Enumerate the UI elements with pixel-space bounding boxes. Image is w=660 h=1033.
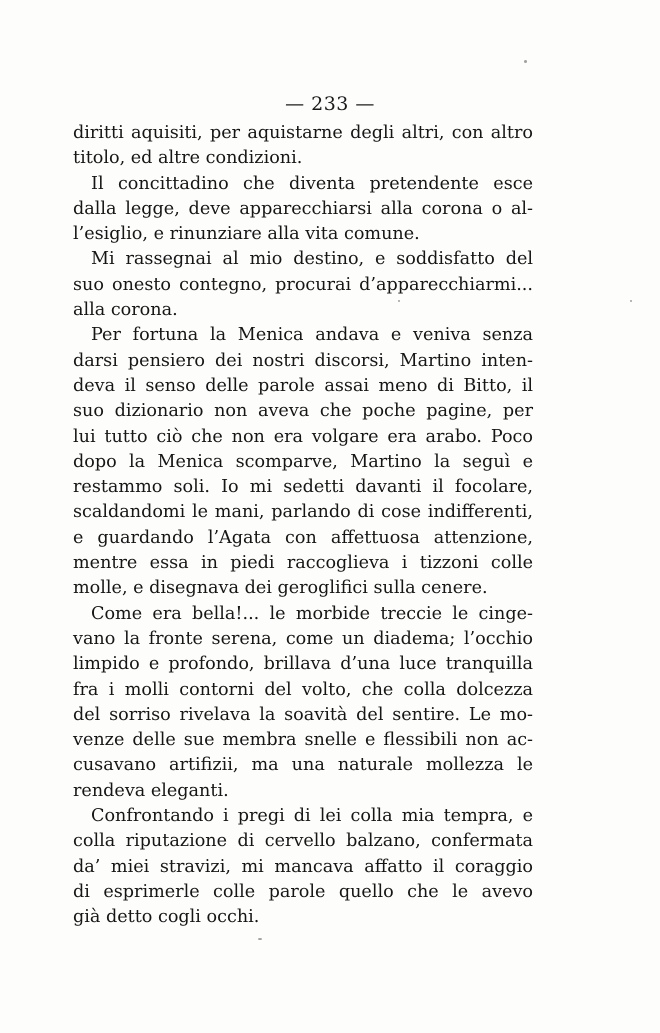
- scan-speck: [630, 300, 632, 302]
- text-line: scaldandomi le mani, parlando di cose indifferenti,: [73, 502, 533, 523]
- text-line: diritti aquisiti, per aquistarne degli altri, con altro: [73, 123, 533, 143]
- text-line: dalla legge, deve apparecchiarsi alla corona o al-: [73, 198, 533, 219]
- text-line: Confrontando i pregi di lei colla mia tempra, e: [91, 806, 533, 827]
- text-line: darsi pensiero dei nostri discorsi, Martino inten-: [73, 350, 533, 371]
- text-line: lui tutto ciò che non era volgare era arabo. Poco: [73, 426, 533, 447]
- text-line: alla corona.: [73, 300, 178, 321]
- scan-speck: [398, 300, 400, 302]
- text-line: titolo, ed altre condizioni.: [73, 148, 303, 169]
- text-line: Come era bella!... le morbide treccie le cinge-: [91, 603, 533, 624]
- text-line: da’ miei stravizi, mi mancava affatto il coraggio: [73, 856, 533, 877]
- text-line: Mi rassegnai al mio destino, e soddisfatto del: [91, 249, 533, 270]
- body-text: [73, 121, 533, 931]
- text-line: venze delle sue membra snelle e flessibili non ac-: [73, 730, 533, 751]
- text-line: suo onesto contegno, procurai d’apparecchiarmi...: [73, 274, 533, 295]
- text-line: di esprimerle colle parole quello che le avevo: [73, 881, 533, 902]
- text-line: già detto cogli occhi.: [73, 907, 260, 928]
- text-line: molle, e disegnava dei geroglifici sulla cenere.: [73, 578, 488, 599]
- text-line: suo dizionario non aveva che poche pagine, per: [73, 401, 533, 422]
- text-line: colla riputazione di cervello balzano, confermata: [73, 831, 533, 852]
- text-line: mentre essa in piedi raccoglieva i tizzoni colle: [73, 553, 533, 574]
- text-line: deva il senso delle parole assai meno di Bitto, il: [73, 375, 533, 396]
- text-line: l’esiglio, e rinunziare alla vita comune.: [73, 224, 420, 245]
- text-line: rendeva eleganti.: [73, 780, 229, 801]
- text-line: e guardando l’Agata con affettuosa attenzione,: [73, 527, 533, 548]
- text-line: Per fortuna la Menica andava e veniva senza: [91, 325, 533, 346]
- text-line: fra i molli contorni del volto, che colla dolcezza: [73, 679, 533, 700]
- text-line: restammo soli. Io mi sedetti davanti il focolare,: [73, 477, 533, 498]
- text-line: Il concittadino che diventa pretendente esce: [91, 173, 533, 194]
- text-line: vano la fronte serena, come un diadema; l’occhio: [73, 628, 533, 649]
- scan-speck: [524, 60, 527, 63]
- page-number: — 233 —: [285, 93, 375, 115]
- text-line: del sorriso rivelava la soavità del sentire. Le mo-: [73, 704, 533, 725]
- text-line: limpido e profondo, brillava d’una luce tranquilla: [73, 654, 533, 675]
- text-line: cusavano artifizii, ma una naturale mollezza le: [73, 755, 533, 776]
- scan-speck: [258, 938, 262, 940]
- text-line: dopo la Menica scomparve, Martino la seguì e: [73, 451, 533, 472]
